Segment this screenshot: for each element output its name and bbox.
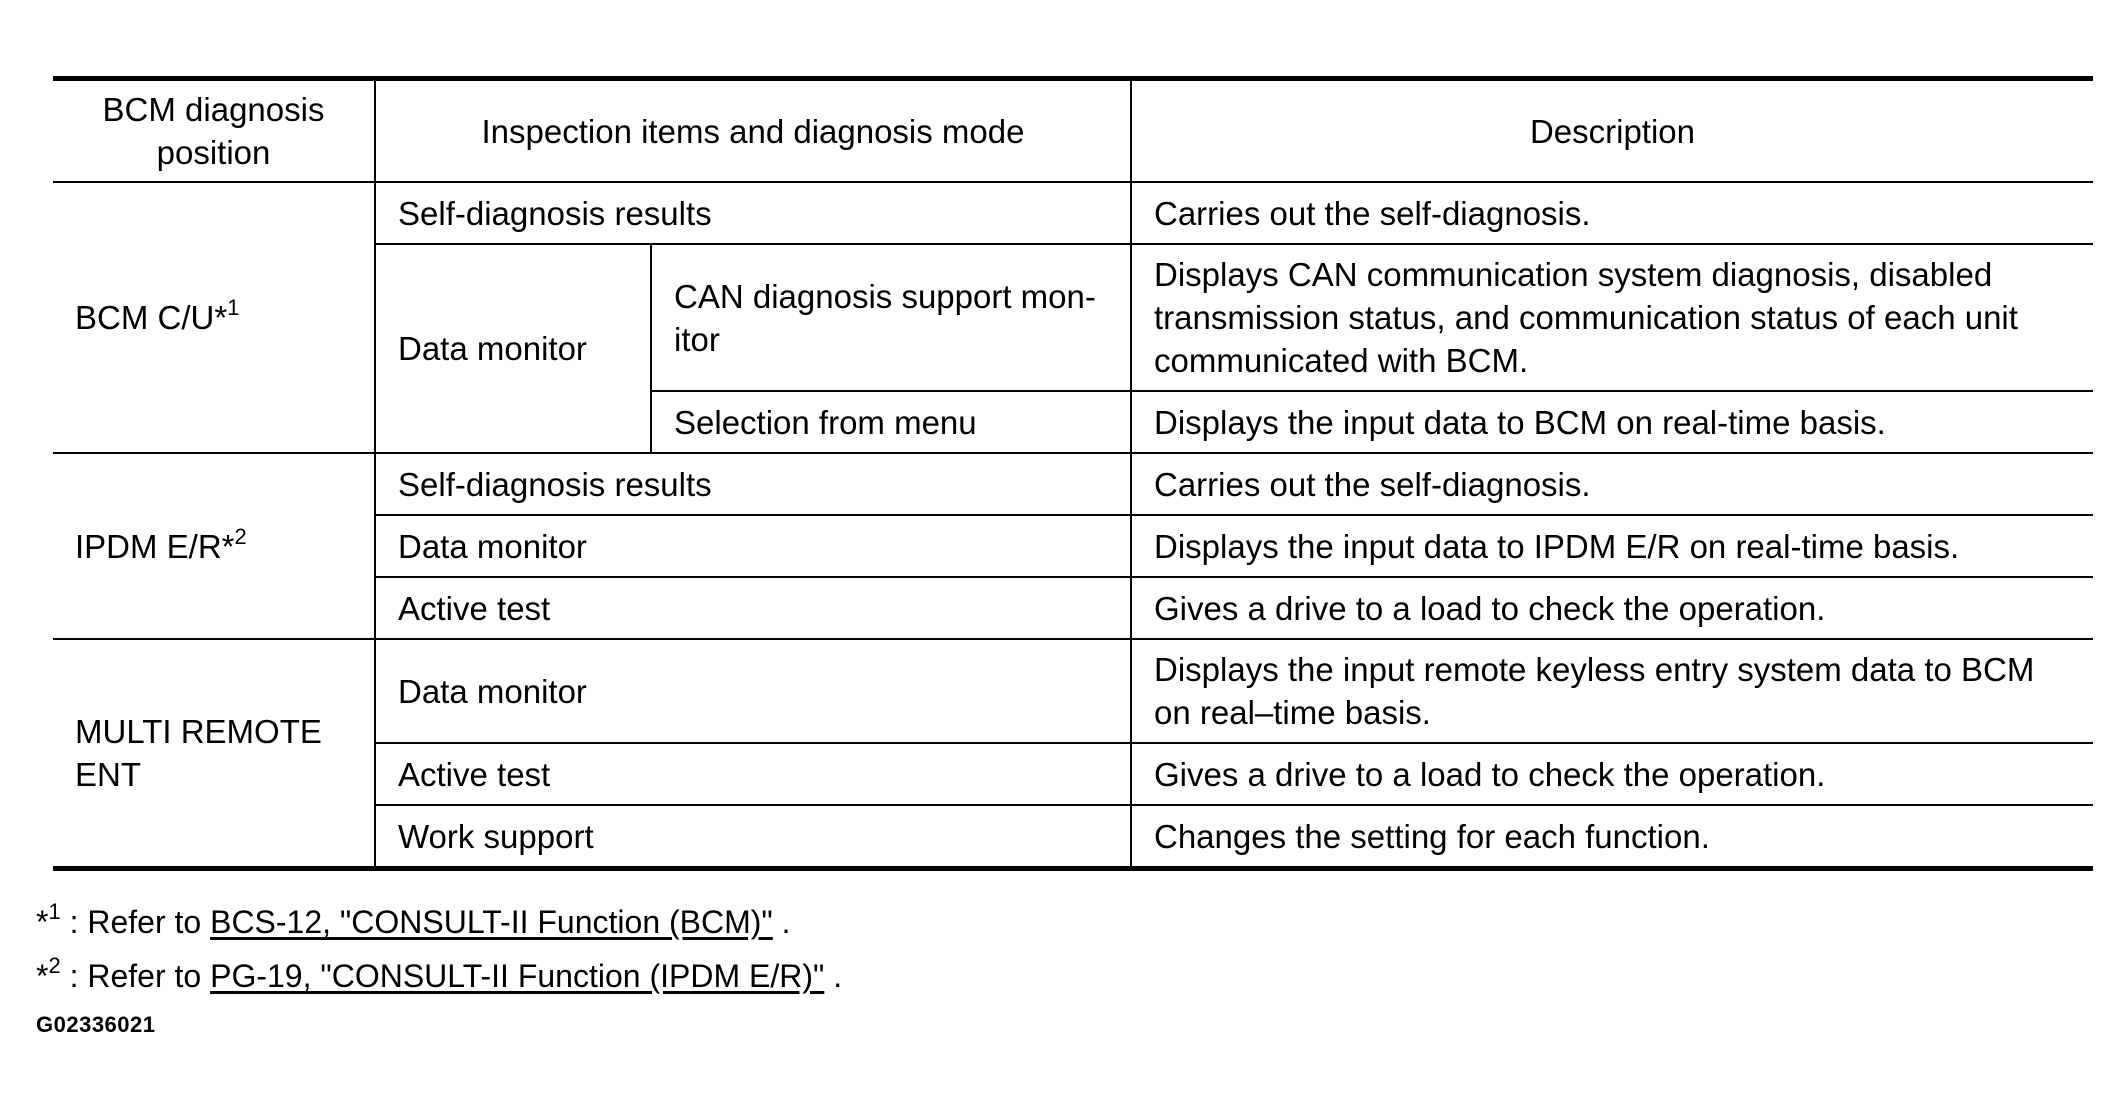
header-mode: Inspection items and diagnosis mode	[375, 79, 1131, 183]
footnote-suffix: .	[772, 904, 791, 940]
item-cell: Self-diagnosis results	[375, 182, 1131, 244]
item-cell: Active test	[375, 577, 1131, 639]
footnote-1	[36, 895, 842, 949]
reference-link-pg-19[interactable]: PG-19, "CONSULT-II Function (IPDM E/R)"	[210, 958, 825, 994]
description-cell: Displays CAN communication system diagnosis, disabled transmission status, and communication status of each unit communicated with BCM.	[1131, 244, 2093, 391]
footnote-2	[36, 949, 842, 1003]
position-cell-ipdm	[53, 453, 375, 639]
subitem-cell: CAN diagnosis support mon-itor	[651, 244, 1131, 391]
subitem-cell: Selection from menu	[651, 391, 1131, 453]
description-cell: Gives a drive to a load to check the operation.	[1131, 577, 2093, 639]
footnote-marker: 2	[234, 523, 247, 549]
item-cell: Data monitor	[375, 244, 651, 453]
position-label: MULTI REMOTE ENT	[75, 713, 322, 793]
footnote-prefix: : Refer to	[69, 904, 211, 940]
table-header-row	[53, 79, 2093, 183]
item-cell: Data monitor	[375, 515, 1131, 577]
footnote-marker: 1	[227, 295, 240, 320]
item-cell: Work support	[375, 805, 1131, 869]
position-label: BCM C/U*	[75, 299, 228, 336]
footnote-suffix: .	[824, 958, 843, 994]
footnotes	[36, 895, 842, 1003]
description-cell: Carries out the self-diagnosis.	[1131, 182, 2093, 244]
position-cell-bcm	[53, 182, 375, 453]
item-cell: Data monitor	[375, 639, 1131, 743]
description-cell: Displays the input data to IPDM E/R on real-time basis.	[1131, 515, 2093, 577]
description-cell: Carries out the self-diagnosis.	[1131, 453, 2093, 515]
footnote-number: 1	[48, 899, 61, 925]
figure-id: G02336021	[36, 1012, 156, 1037]
position-label: IPDM E/R*	[75, 527, 235, 565]
position-cell-multi	[53, 639, 375, 869]
footnote-number: 2	[48, 953, 61, 979]
header-position: BCM diagnosis position	[53, 79, 375, 183]
table-row	[53, 453, 2093, 515]
item-cell: Self-diagnosis results	[375, 453, 1131, 515]
reference-link-bcs-12[interactable]: BCS-12, "CONSULT-II Function (BCM)"	[210, 904, 773, 940]
description-cell: Displays the input remote keyless entry system data to BCM on real–time basis.	[1131, 639, 2093, 743]
footnote-asterisk: *	[36, 958, 49, 994]
description-cell: Changes the setting for each function.	[1131, 805, 2093, 869]
description-cell: Displays the input data to BCM on real-time basis.	[1131, 391, 2093, 453]
table-row	[53, 639, 2093, 743]
header-description: Description	[1131, 79, 2093, 183]
footnote-asterisk: *	[36, 904, 49, 940]
table-row	[53, 182, 2093, 244]
footnote-prefix: : Refer to	[69, 958, 211, 994]
item-cell: Active test	[375, 743, 1131, 805]
consult-function-table	[53, 76, 2093, 871]
description-cell: Gives a drive to a load to check the operation.	[1131, 743, 2093, 805]
